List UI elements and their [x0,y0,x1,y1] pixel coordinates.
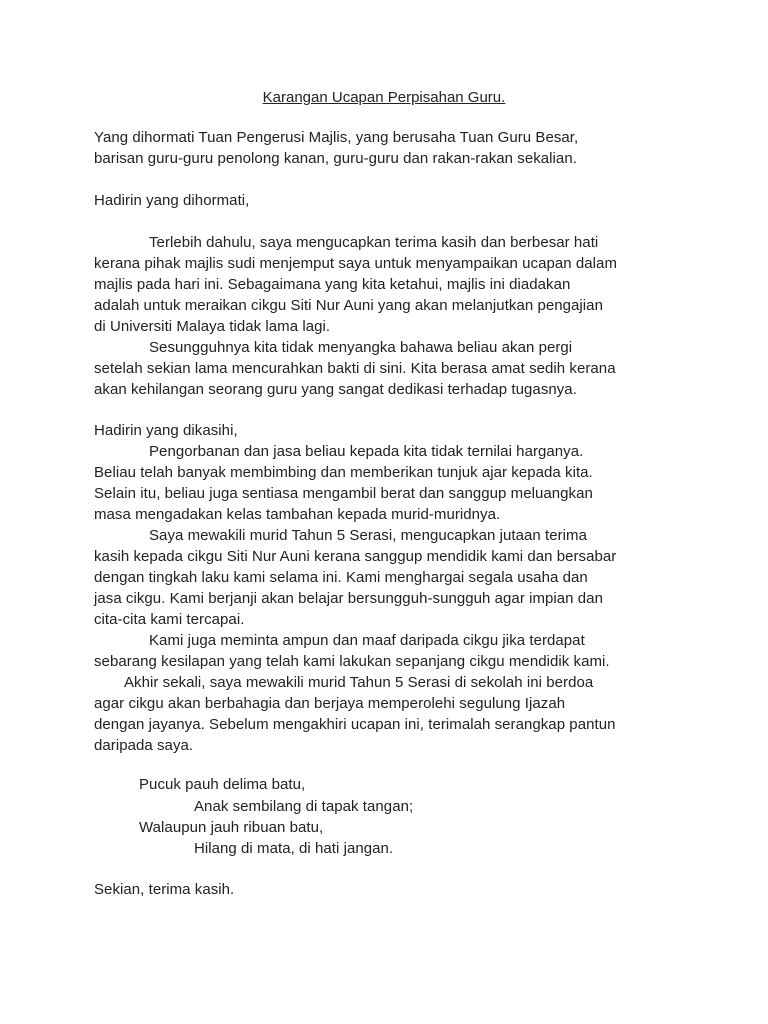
paragraph-line: dengan tingkah laku kami selama ini. Kami menghargai segala usaha dan [94,569,588,586]
paragraph-line: Pengorbanan dan jasa beliau kepada kita tidak ternilai harganya. [149,443,584,460]
paragraph-line: daripada saya. [94,737,194,754]
salutation-line: barisan guru-guru penolong kanan, guru-guru dan rakan-rakan sekalian. [94,150,577,167]
pantun-line: Hilang di mata, di hati jangan. [194,840,394,857]
paragraph-line: Akhir sekali, saya mewakili murid Tahun 5 Serasi di sekolah ini berdoa [124,674,594,691]
salutation-line: Yang dihormati Tuan Pengerusi Majlis, yang berusaha Tuan Guru Besar, [94,129,579,146]
paragraph-line: Sesungguhnya kita tidak menyangka bahawa beliau akan pergi [149,339,573,356]
paragraph-line: dengan jayanya. Sebelum mengakhiri ucapan ini, terimalah serangkap pantun [94,716,616,733]
paragraph-line: masa mengadakan kelas tambahan kepada murid-muridnya. [94,506,501,523]
paragraph-line: kasih kepada cikgu Siti Nur Auni kerana sanggup mendidik kami dan bersabar [94,548,617,565]
paragraph-line: Kami juga meminta ampun dan maaf daripada cikgu jika terdapat [149,632,585,649]
paragraph-line: kerana pihak majlis sudi menjemput saya untuk menyampaikan ucapan dalam [94,255,617,272]
paragraph-line: setelah sekian lama mencurahkan bakti di sini. Kita berasa amat sedih kerana [94,360,616,377]
paragraph-line: cita-cita kami tercapai. [94,611,245,628]
paragraph-line: majlis pada hari ini. Sebagaimana yang kita ketahui, majlis ini diadakan [94,276,571,293]
pantun-line: Walaupun jauh ribuan batu, [139,819,324,836]
paragraph-line: Saya mewakili murid Tahun 5 Serasi, mengucapkan jutaan terima [149,527,587,544]
paragraph-line: di Universiti Malaya tidak lama lagi. [94,318,331,335]
paragraph-line: sebarang kesilapan yang telah kami lakukan sepanjang cikgu mendidik kami. [94,653,610,670]
paragraph-line: Selain itu, beliau juga sentiasa mengambil berat dan sanggup meluangkan [94,485,593,502]
paragraph-line: Terlebih dahulu, saya mengucapkan terima kasih dan berbesar hati [149,234,599,251]
paragraph-line: adalah untuk meraikan cikgu Siti Nur Auni yang akan melanjutkan pengajian [94,297,603,314]
paragraph-line: jasa cikgu. Kami berjanji akan belajar bersungguh-sungguh agar impian dan [94,590,603,607]
greeting-heading: Hadirin yang dikasihi, [94,422,238,439]
paragraph-line: agar cikgu akan berbahagia dan berjaya memperolehi segulung Ijazah [94,695,566,712]
pantun-line: Pucuk pauh delima batu, [139,776,306,793]
paragraph-line: Beliau telah banyak membimbing dan memberikan tunjuk ajar kepada kita. [94,464,593,481]
document-title: Karangan Ucapan Perpisahan Guru. [262,89,506,106]
pantun-line: Anak sembilang di tapak tangan; [194,798,414,815]
closing-line: Sekian, terima kasih. [94,881,235,898]
paragraph-line: akan kehilangan seorang guru yang sangat dedikasi terhadap tugasnya. [94,381,577,398]
greeting-heading: Hadirin yang dihormati, [94,192,250,209]
